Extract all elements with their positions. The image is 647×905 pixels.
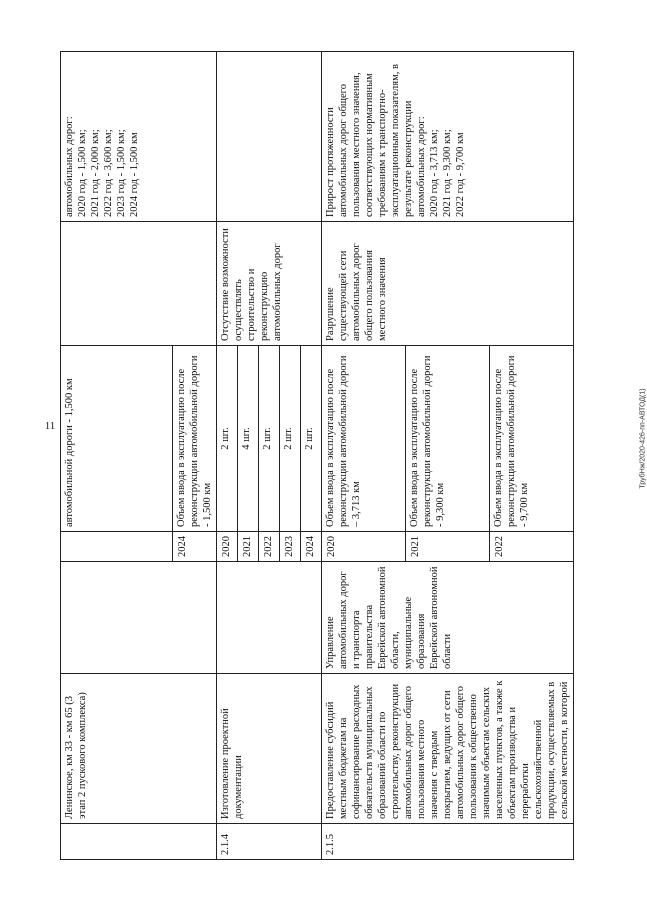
cell-year: 2023 [280,532,301,562]
cell-indicator: автомобильных дорог: 2020 год - 1,500 км; 2021 год - 2,000 км; 2022 год - 3,600 км; 2023 год - 1,500 км; 2024 год - 1,500 км [61,52,217,222]
table-row [322,52,406,860]
cell-result: Объем ввода в эксплуатацию после реконструкции автомобильной дороги - 9,700 км [490,346,574,532]
cell-number: 2.1.4 [217,824,322,860]
cell-result: 2 шт. [301,346,322,532]
cell-year: 2021 [406,532,490,562]
cell-measure-name: Изготовление проектной документации [217,674,322,824]
cell-year: 2020 [322,532,406,562]
cell-consequence [61,222,217,346]
cell-result: 4 шт. [238,346,259,532]
cell-result: 2 шт. [280,346,301,532]
cell-result: 2 шт. [217,346,238,532]
cell-consequence: Отсутствие возможности осуществлять строительство и реконструкцию автомобильных дорог [217,222,322,346]
cell-year: 2024 [301,532,322,562]
cell-year: 2022 [490,532,574,562]
cell-executor [217,562,322,674]
cell-executor: Управление автомобильных дорог и транспорта правительства Еврейской автономной области, муниципальные образования Еврейской автономной области [322,562,574,674]
cell-consequence: Разрушение существующей сети автомобильных дорог общего пользования местного значения [322,222,574,346]
cell-number [61,824,217,860]
cell-indicator [217,52,322,222]
cell-year: 2021 [238,532,259,562]
cell-number: 2.1.5 [322,824,574,860]
cell-measure-name: Предоставление субсидий местным бюджетам на софинансирование расходных обязательств муниципальных образований области по строительству, реконструкции автомобильных дорог общего пользования местного значения с твердым покрытием, ведущих от сети автомобильных дорог общего пользования к общественно значимым объектам сельских населенных пунктов, а также к объектам производства и переработки сельскохозяйственной продукции, осуществляемых в сельской местности, в которой [322,674,574,824]
document-page [60,52,616,860]
cell-year: 2022 [259,532,280,562]
page-number: 11 [44,420,56,432]
cell-result: Объем ввода в эксплуатацию после реконструкции автомобильной дороги - 9,300 км [406,346,490,532]
cell-year: 2020 [217,532,238,562]
program-measures-table [60,51,574,860]
cell-result: 2 шт. [259,346,280,532]
table-row [217,52,238,860]
cell-result: Объем ввода в эксплуатацию после реконструкции автомобильной дороги – 3,713 км [322,346,406,532]
cell-year: 2024 [173,532,217,562]
cell-indicator: Прирост протяженности автомобильных дорог общего пользования местного значения, соответствующих нормативным требованиям к транспортно-эксплуатационным показателям, в результате реконструкции автомобильных дорог: 2020 год - 3,713 км; 2021 год - 9,300 км; 2022 год - 9,700 км [322,52,574,222]
cell-executor [61,562,217,674]
rotated-table-area [60,52,616,860]
side-stamp: ТрубНж/2020-426-пп-АВТОД(1) [639,388,647,489]
table-row [61,52,173,860]
cell-year [61,532,173,562]
cell-result: автомобильной дороги - 1,500 км [61,346,173,532]
cell-measure-name: Ленинское, км 33 - км 65 (3 этап 2 пускового комплекса) [61,674,217,824]
cell-result: Объем ввода в эксплуатацию после реконструкции автомобильной дороги - 1,500 км [173,346,217,532]
